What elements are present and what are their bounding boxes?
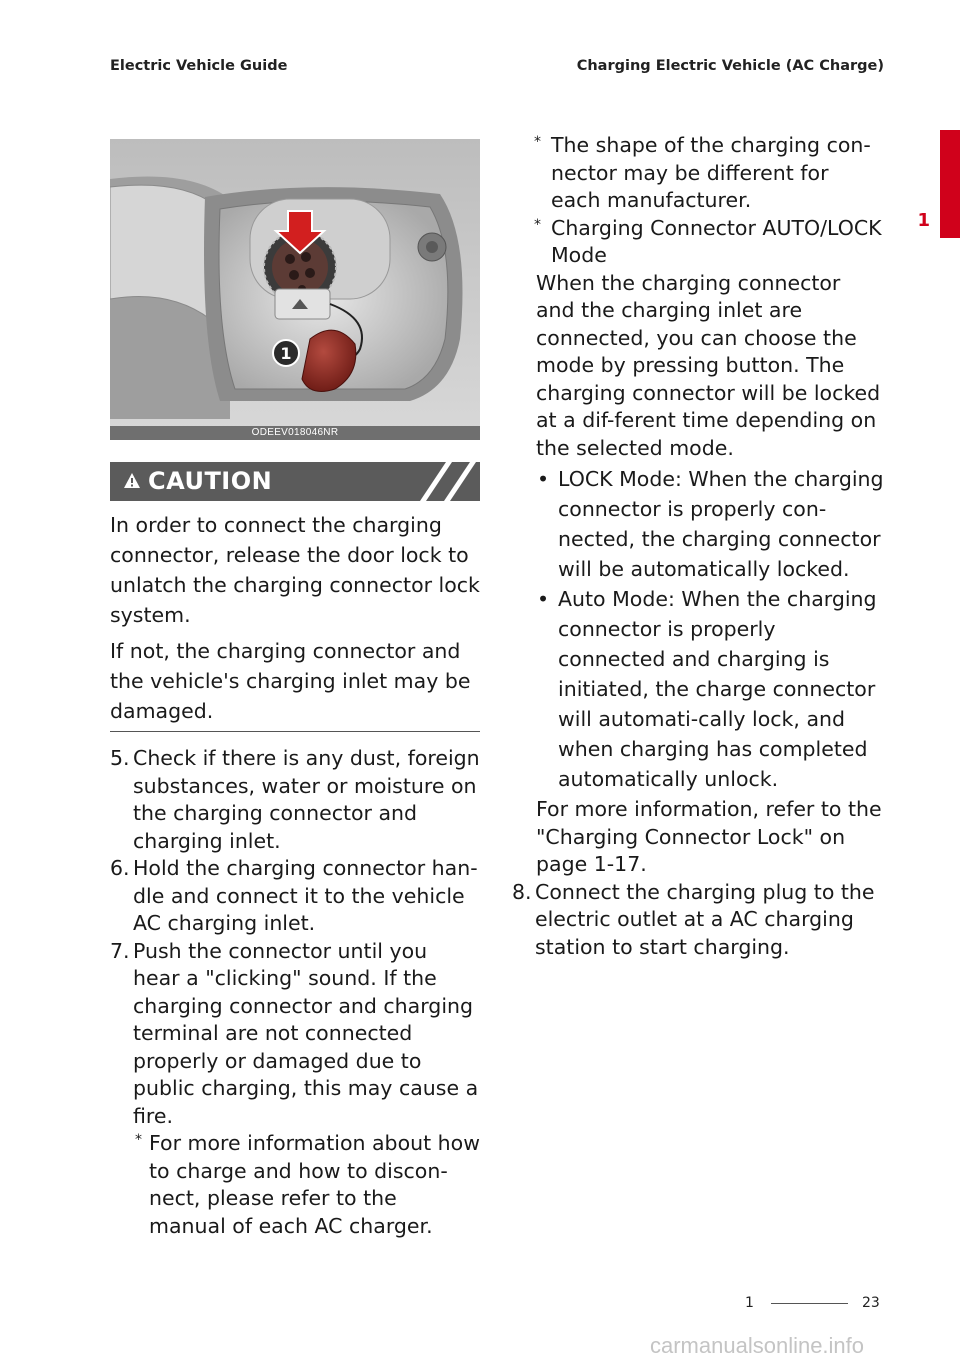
asterisk-icon: * xyxy=(534,134,541,150)
chapter-side-number: 1 xyxy=(917,210,930,231)
asterisk-icon: * xyxy=(534,216,541,233)
step-text: Hold the charging connector han-dle and connect it to the vehicle AC charging inlet. xyxy=(133,856,478,935)
step-item xyxy=(110,745,480,855)
step-text: Check if there is any dust, foreign substances, water or moisture on the charging connector and charging inlet. xyxy=(133,746,480,853)
caution-stripes-decoration xyxy=(410,462,480,501)
step-item xyxy=(110,938,480,1241)
watermark: carmanualsonline.info xyxy=(650,1333,865,1358)
charging-inlet-figure xyxy=(110,139,480,440)
step-number: 5. xyxy=(110,746,130,770)
mode-bullet-item xyxy=(512,464,884,584)
step-note xyxy=(133,1130,480,1240)
mode-bullet-item xyxy=(512,584,884,794)
more-info-paragraph: For more information, refer to the "Charging Connector Lock" on page 1-17. xyxy=(536,797,882,876)
caution-divider xyxy=(110,731,480,732)
right-note-text: The shape of the charging con-nector may be different for each manufacturer. xyxy=(551,133,871,212)
mode-bullet-text: Auto Mode: When the charging connector is properly connected and charging is initiated, the charge connector will automati-cally lock, and when charging has completed automatically unlock. xyxy=(558,587,877,791)
right-column xyxy=(512,132,884,961)
step-number: 8. xyxy=(512,879,532,904)
figure-callout-number: 1 xyxy=(280,344,292,363)
steps-list xyxy=(110,745,480,1240)
step-number: 6. xyxy=(110,856,130,880)
footer-divider xyxy=(771,1303,848,1304)
mode-bullet-text: LOCK Mode: When the charging connector is properly con-nected, the charging connector will be automatically locked. xyxy=(558,467,884,581)
caution-banner xyxy=(110,462,480,501)
step-text: Push the connector until you hear a "clicking" sound. If the charging connector and charging terminal are not connected properly or damaged due to public charging, this may cause a fire. xyxy=(133,938,479,1128)
header-right-title: Charging Electric Vehicle (AC Charge) xyxy=(576,58,884,74)
caution-paragraph: If not, the charging connector and the vehicle's charging inlet may be damaged. xyxy=(110,639,471,723)
step-number: 7. xyxy=(110,938,130,963)
bullet-dot-icon: • xyxy=(537,467,550,491)
footer-chapter: 1 xyxy=(745,1295,754,1311)
right-note-text: Charging Connector AUTO/LOCK Mode xyxy=(551,215,882,267)
step-item xyxy=(110,855,480,938)
footer-page-number: 23 xyxy=(862,1295,880,1311)
bullet-dot-icon: • xyxy=(537,587,550,611)
charging-port-illustration xyxy=(110,139,480,440)
step-item xyxy=(512,879,884,962)
chapter-side-tab xyxy=(940,130,960,238)
step-note-text: For more information about how to charge and how to discon-nect, please refer to the manual of each AC charger. xyxy=(149,1131,480,1238)
warning-triangle-icon xyxy=(124,473,140,488)
step-text: Connect the charging plug to the electric outlet at a AC charging station to start charging. xyxy=(535,879,875,959)
caution-title: CAUTION xyxy=(148,467,273,495)
figure-code: ODEEV018046NR xyxy=(110,426,480,440)
mode-bullets xyxy=(512,464,884,794)
caution-paragraph: In order to connect the charging connector, release the door lock to unlatch the charging connector lock system. xyxy=(110,513,480,627)
caution-body xyxy=(110,510,482,732)
asterisk-icon: * xyxy=(135,1132,142,1148)
mode-intro-paragraph: When the charging connector and the charging inlet are connected, you can choose the mode by pressing button. The charging connector will be locked at a dif-ferent time depending on the selected mode. xyxy=(536,270,881,460)
right-note xyxy=(512,215,884,270)
header-left-title: Electric Vehicle Guide xyxy=(110,58,288,74)
right-note xyxy=(512,132,884,215)
